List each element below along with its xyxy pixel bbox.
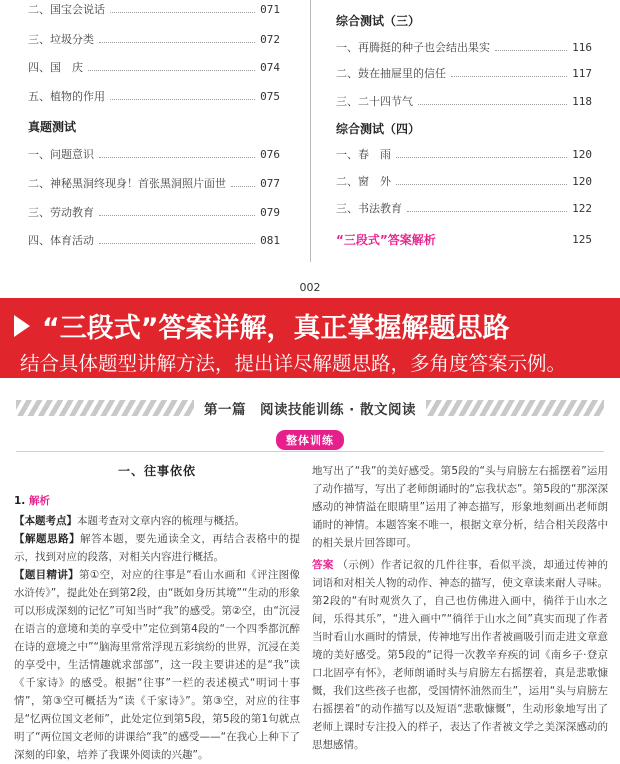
toc-entry-page: 120 [572,174,592,188]
toc-entry-label: 二、神秘黑洞终现身！首张黑洞照片面世 [28,177,226,190]
toc-leader-dots [407,211,567,212]
toc-entry[interactable] [336,145,592,163]
toc-entry-page: 120 [572,147,592,161]
play-triangle-icon [14,315,30,337]
table-of-contents [0,0,620,294]
toc-entry-label: 一、问题意识 [28,148,94,161]
toc-entry[interactable] [336,172,592,190]
toc-section-heading: 真题测试 [28,120,77,134]
toc-entry-page: 076 [260,147,280,161]
toc-leader-dots [231,186,255,187]
toc-leader-dots [99,42,255,43]
toc-entry[interactable] [28,145,280,163]
toc-entry-label: 二、鼓在抽屉里的信任 [336,67,446,80]
toc-entry[interactable] [28,87,280,105]
jingjiang-text: 第①空，对应的往事是“看山水画和《评注图像水浒传》”，提此处在到第2段，由“既如身历其境”“生动的形象可以形成深刻的记忆”可知当时“我”的感受。第②空，由“沉浸在语言的意境和美的享受中”定位到第4段的“一个四季都沉醉在诗的意境之中”“脑海里常常浮现五彩缤纷的世界，沉浸在美的享受中，生活情趣就求部部”，这一段主要讲述的是“我”读《千家诗》的感受。根据“往事”一栏的表述模式“明词十事情”，第③空可概括为“读《千家诗》”。第③空，对应的往事是“忆两位国文老师”，此处定位到第5段，第5段的第1句就点明了“两位国文老师的讲课给“我”的感受——“在我心上种下了深刻的印象，培养了我课外阅读的兴趣”。 [14,569,300,761]
toc-entry-page: 074 [260,60,280,74]
toc-entry-label: 三、垃圾分类 [28,33,94,46]
toc-entry-page: 122 [572,201,592,215]
toc-entry-answers[interactable] [336,230,592,248]
toc-entry-page: 071 [260,2,280,16]
toc-leader-dots [110,12,255,13]
section-header [16,398,604,418]
toc-entry-label: 四、体育活动 [28,234,94,247]
continued-paragraph: 地写出了“我”的美好感受。第5段的“头与肩膀左右摇摆着”运用了动作描写，写出了老师朗诵时的“忘我状态”。第5段的“那深深感动的神情溢在眼睛里”运用了神态描写，形象地刻画出老师朗诵时的神情。本题答案不唯一，根据文章分析，结合相关段落中的相关景片回答即可。 [312,465,608,549]
toc-section-heading: 综合测试（三） [336,14,421,28]
toc-entry-page: 116 [572,40,592,54]
toc-entry-page: 072 [260,32,280,46]
toc-entry-label: 三、书法教育 [336,202,402,215]
tag-silu: 【解题思路】 [14,533,81,545]
kaodian-text: 本题考查对文章内容的梳理与概括。 [77,515,245,527]
toc-entry[interactable] [336,199,592,217]
stripe-decoration-right [426,400,604,416]
toc-center-divider [310,0,311,262]
toc-entry-page: 079 [260,205,280,219]
toc-entry[interactable] [28,231,280,249]
toc-leader-dots [495,50,567,51]
paragraph-silu [14,530,300,566]
page-number: 002 [299,281,321,294]
toc-leader-dots [396,157,567,158]
toc-entry-page: 075 [260,89,280,103]
toc-leader-dots [451,76,567,77]
answer-text: （示例）作者记叙的几件往事，看似平淡，却通过传神的词语和对相关人物的动作、神态的描写，使文章读来耐人寻味。第2段的“有时观赏久了，自己也仿佛进入画中，徜徉于山水之间，乐得其乐”，“进入画中”“徜徉于山水之间”真实而现了作者当时看山水画时的情景，传神地写出作者被画吸引而走进文章意境的美好感受。第5段的“记得一次教辛弃疾的词《南乡子·登京口北固亭有怀》，老师朗诵时头与肩膀左右摇摆着，真是悲歌慷慨，我们这些孩子也都，受国情怀油然而生”，运用“头与肩膀左右摇摆着”的动作描写以及短语“悲歌慷慨”，生动形象地写出了老师上课时专注投入的样子，表达了作者被文学之美深深感动的思想感情。 [312,559,609,751]
toc-entry[interactable] [336,64,592,82]
toc-entry-label: 三、劳动教育 [28,206,94,219]
toc-entry-label: 一、再腾挺的种子也会结出果实 [336,41,490,54]
toc-entry-page: 117 [572,66,592,80]
toc-entry-label: 二、窗 外 [336,175,391,188]
toc-leader-dots [99,215,255,216]
article-right-column [312,462,609,751]
paragraph-jingjiang [14,566,300,764]
paragraph-answer [312,556,608,754]
banner-title-text: “三段式”答案详解，真正掌握解题思路 [42,313,510,344]
toc-entry[interactable] [28,174,280,192]
section-title: 第一篇 阅读技能训练 · 散文阅读 [203,402,417,418]
tag-jingjiang: 【题目精讲】 [14,569,79,581]
toc-entry-label: 三、二十四节气 [336,95,413,108]
question-heading [14,492,300,510]
toc-entry[interactable] [28,30,280,48]
toc-leader-dots [396,184,567,185]
toc-entry[interactable] [336,92,592,110]
toc-leader-dots [99,157,255,158]
toc-entry-page: 118 [572,94,592,108]
question-number: 1. [14,495,26,507]
stripe-decoration-left [16,400,194,416]
section-divider [16,451,604,452]
article-left-column [14,462,301,761]
toc-section-heading: 综合测试（四） [336,122,421,136]
paragraph-kaodian [14,512,300,530]
toc-entry-label: 一、春 雨 [336,148,391,161]
question-label: 解析 [28,495,50,507]
toc-leader-dots [99,243,255,244]
tag-answer: 答案 [312,559,334,571]
tag-kaodian: 【本题考点】 [14,515,77,527]
toc-entry-label: 四、国 庆 [28,61,83,74]
badge-row [0,429,620,450]
toc-entry-label: 二、国宝会说话 [28,3,105,16]
toc-entry[interactable] [28,0,280,18]
toc-entry[interactable] [336,38,592,56]
toc-entry-page: 077 [260,176,280,190]
toc-entry[interactable] [28,203,280,221]
toc-entry-label: 五、植物的作用 [28,90,105,103]
toc-entry-page: 081 [260,233,280,247]
article-title: 一、往事依依 [117,464,196,478]
toc-entry[interactable] [28,58,280,76]
toc-leader-dots [418,104,567,105]
toc-leader-gap [441,242,567,243]
toc-entry-page: 125 [572,232,592,246]
toc-leader-dots [110,99,255,100]
banner-title [14,306,510,345]
silu-text: 解答本题，要先通读全文，再结合表格中的提示，找到对应的段落，对相关内容进行概括。 [14,533,301,563]
toc-leader-dots [88,70,255,71]
banner-subtitle: 结合具体题型讲解方法，提出详尽解题思路，多角度答案示例。 [20,352,567,375]
promo-banner [0,298,620,378]
toc-answer-heading: “三段式”答案解析 [336,232,436,247]
section-badge: 整体训练 [276,430,344,450]
